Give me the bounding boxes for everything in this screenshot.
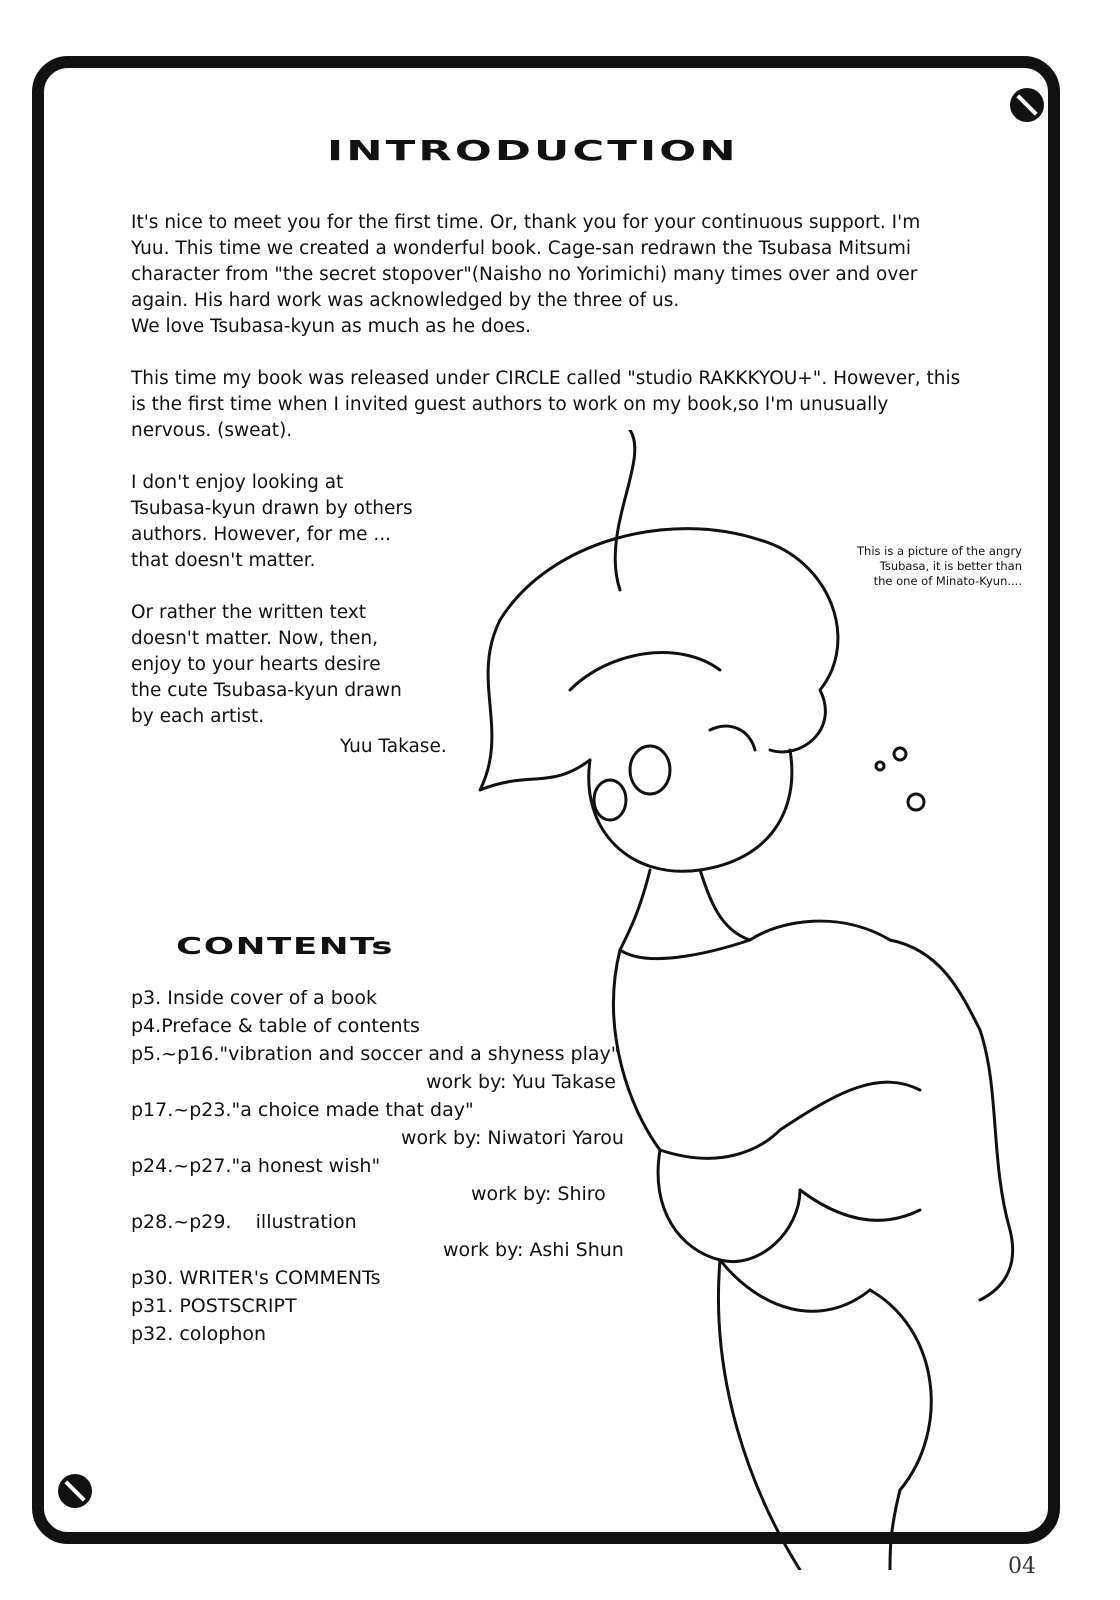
text-line: Or rather the written text bbox=[131, 602, 366, 623]
text-line: authors. However, for me ... bbox=[131, 524, 392, 545]
text-line: It's nice to meet you for the first time. Or, thank you for your continuous support. I'm bbox=[131, 212, 921, 233]
contents-entry: p17.~p23."a choice made that day" bbox=[131, 1099, 474, 1121]
contents-credit bbox=[131, 1068, 691, 1096]
credit-text: work by: Yuu Takase bbox=[426, 1071, 616, 1093]
illustration-caption bbox=[832, 544, 1022, 589]
caption-line: the one of Minato-Kyun.... bbox=[873, 574, 1022, 588]
contents-entry: p3. Inside cover of a book bbox=[131, 987, 378, 1009]
text-line: We love Tsubasa-kyun as much as he does. bbox=[131, 316, 531, 337]
credit-text: work by: Niwatori Yarou bbox=[401, 1127, 624, 1149]
intro-paragraph-3 bbox=[131, 470, 461, 574]
text-line: by each artist. bbox=[131, 706, 265, 727]
text-line: the cute Tsubasa-kyun drawn bbox=[131, 680, 402, 701]
intro-paragraph-1 bbox=[131, 210, 1011, 340]
contents-credit bbox=[131, 1180, 691, 1208]
contents-entry: p4.Preface & table of contents bbox=[131, 1015, 420, 1037]
text-line: character from "the secret stopover"(Naisho no Yorimichi) many times over and over bbox=[131, 264, 918, 285]
binder-hole-icon bbox=[58, 1474, 92, 1508]
page-number: 04 bbox=[1008, 1554, 1036, 1579]
contents-credit bbox=[131, 1124, 691, 1152]
author-signature: Yuu Takase. bbox=[340, 736, 447, 757]
text-line: doesn't matter. Now, then, bbox=[131, 628, 378, 649]
credit-text: work by: Ashi Shun bbox=[443, 1239, 624, 1261]
contents-credit bbox=[131, 1236, 691, 1264]
introduction-heading: INTRODUCTION bbox=[327, 134, 739, 167]
text-line: is the first time when I invited guest authors to work on my book,so I'm unusually bbox=[131, 394, 889, 415]
contents-entry: p31. POSTSCRIPT bbox=[131, 1295, 297, 1317]
contents-heading: CONTENTs bbox=[176, 934, 395, 960]
text-line: Yuu. This time we created a wonderful book. Cage-san redrawn the Tsubasa Mitsumi bbox=[131, 238, 912, 259]
text-line: This time my book was released under CIRCLE called "studio RAKKKYOU+". However, this bbox=[131, 368, 961, 389]
contents-entry: p28.~p29. illustration bbox=[131, 1211, 357, 1233]
text-line: again. His hard work was acknowledged by the three of us. bbox=[131, 290, 680, 311]
credit-text: work by: Shiro bbox=[471, 1183, 606, 1205]
contents-list bbox=[131, 984, 691, 1348]
text-line: that doesn't matter. bbox=[131, 550, 316, 571]
caption-line: This is a picture of the angry bbox=[857, 544, 1022, 558]
contents-entry: p5.~p16."vibration and soccer and a shyness play" bbox=[131, 1043, 620, 1065]
contents-entry: p30. WRITER's COMMENTs bbox=[131, 1267, 381, 1289]
text-line: enjoy to your hearts desire bbox=[131, 654, 381, 675]
contents-entry: p24.~p27."a honest wish" bbox=[131, 1155, 381, 1177]
text-line: Tsubasa-kyun drawn by others bbox=[131, 498, 413, 519]
intro-paragraph-4 bbox=[131, 600, 461, 730]
caption-line: Tsubasa, it is better than bbox=[879, 559, 1022, 573]
text-line: I don't enjoy looking at bbox=[131, 472, 344, 493]
contents-entry: p32. colophon bbox=[131, 1323, 267, 1345]
text-line: nervous. (sweat). bbox=[131, 420, 293, 441]
binder-hole-icon bbox=[1010, 88, 1044, 122]
